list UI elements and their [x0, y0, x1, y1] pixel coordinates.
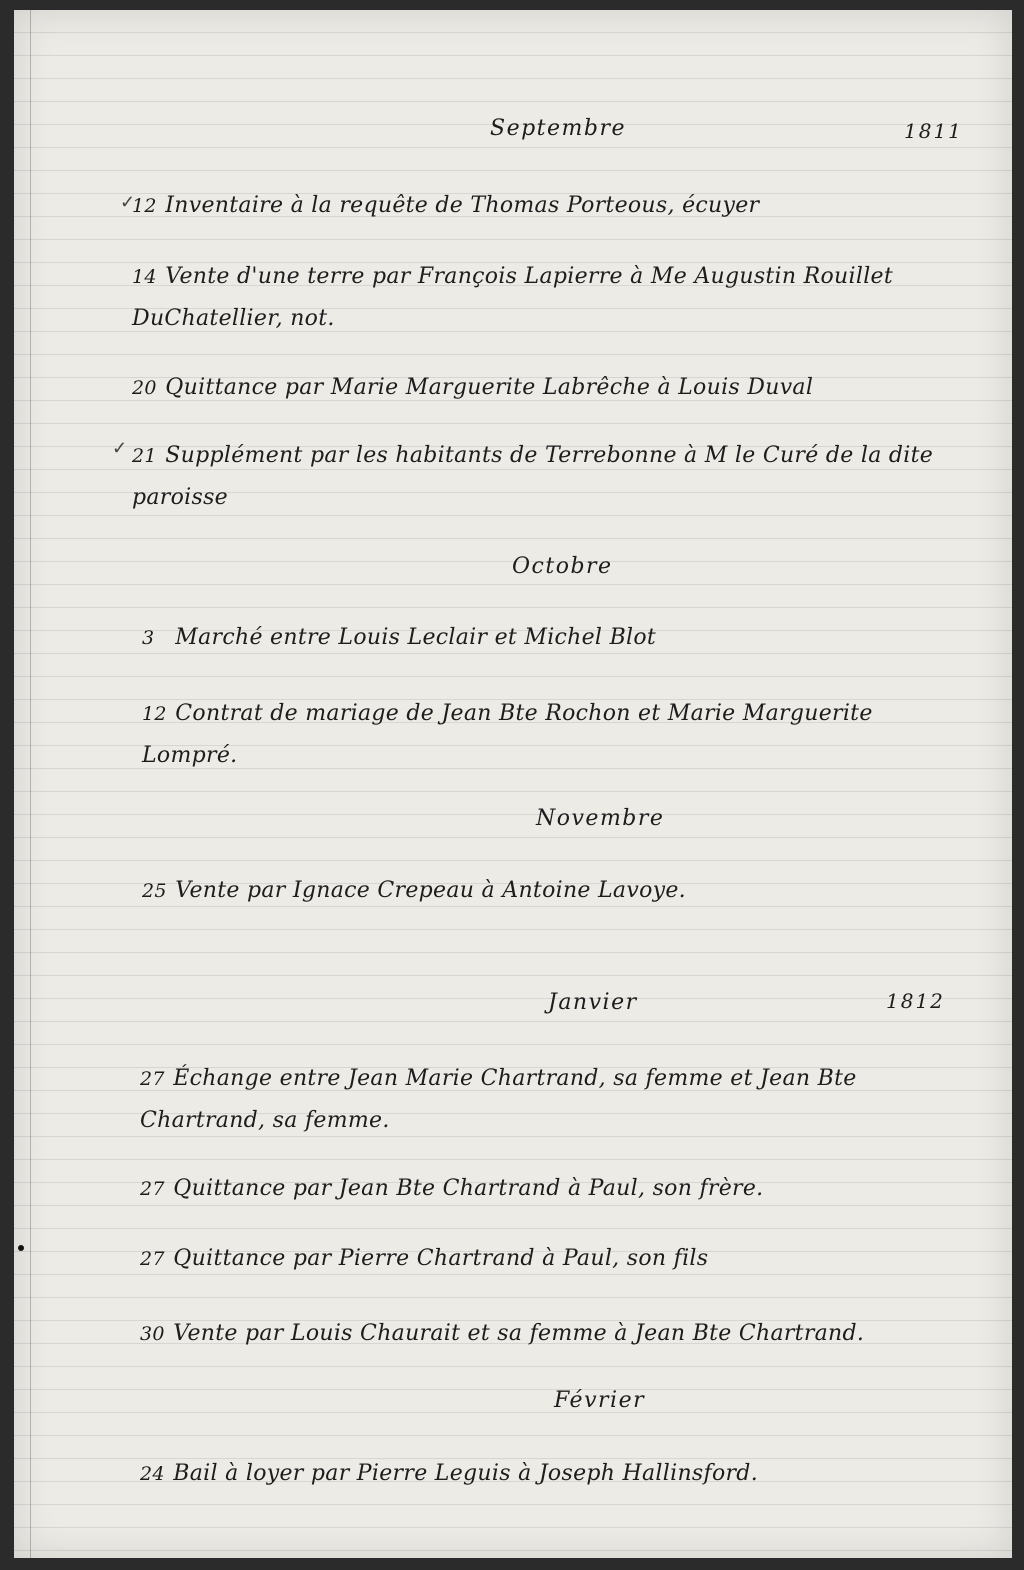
- entry-text: Vente par Louis Chaurait et sa femme à Jean Bte Chartrand.: [173, 1321, 865, 1346]
- entry-text: Bail à loyer par Pierre Leguis à Joseph Hallinsford.: [173, 1461, 758, 1486]
- entry-oct-12: [142, 693, 942, 777]
- entry-day: 20: [132, 377, 157, 399]
- entry-day: 12: [142, 703, 167, 725]
- entry-jan-27-quittance-1: [140, 1168, 763, 1210]
- entry-jan-30: [140, 1313, 864, 1355]
- entry-text: Quittance par Jean Bte Chartrand à Paul, son frère.: [173, 1176, 764, 1201]
- entry-sept-21: [132, 435, 952, 519]
- entry-sept-12: [132, 185, 759, 227]
- entry-day: 25: [142, 880, 167, 902]
- entry-jan-27-echange: [140, 1058, 970, 1142]
- entry-day: 3: [142, 627, 155, 649]
- entry-day: 12: [132, 195, 157, 217]
- month-heading-fevrier: Février: [554, 1388, 646, 1413]
- entry-text: Échange entre Jean Marie Chartrand, sa femme et Jean Bte Chartrand, sa femme.: [140, 1066, 857, 1133]
- checkmark: ✓: [120, 192, 136, 213]
- entry-day: 30: [140, 1323, 165, 1345]
- checkmark: ✓: [112, 438, 128, 459]
- entry-text: Contrat de mariage de Jean Bte Rochon et Marie Marguerite Lompré.: [142, 701, 873, 768]
- entry-sept-14: [132, 256, 922, 340]
- entry-text: Vente par Ignace Crepeau à Antoine Lavoye.: [175, 878, 686, 903]
- month-heading-janvier: Janvier: [548, 990, 638, 1015]
- month-heading-novembre: Novembre: [536, 806, 665, 831]
- entry-day: 24: [140, 1463, 165, 1485]
- month-heading-octobre: Octobre: [512, 554, 613, 579]
- entry-day: 27: [140, 1178, 165, 1200]
- entry-day: 27: [140, 1248, 165, 1270]
- year-heading-1812: 1812: [886, 989, 945, 1013]
- entry-day: 14: [132, 266, 157, 288]
- margin-rule: [30, 10, 31, 1558]
- entry-text: Quittance par Marie Marguerite Labrêche à Louis Duval: [165, 375, 814, 400]
- entry-day: 21: [132, 445, 157, 467]
- entry-sept-20: [132, 367, 813, 409]
- entry-nov-25: [142, 870, 686, 912]
- year-heading-1811: 1811: [904, 119, 963, 143]
- entry-oct-3: [142, 617, 656, 659]
- entry-text: Quittance par Pierre Chartrand à Paul, son fils: [173, 1246, 709, 1271]
- month-heading-septembre: Septembre: [490, 116, 627, 141]
- entry-text: Marché entre Louis Leclair et Michel Blot: [175, 625, 657, 650]
- entry-day: 27: [140, 1068, 165, 1090]
- entry-text: Supplément par les habitants de Terrebonne à M le Curé de la dite paroisse: [132, 443, 934, 510]
- entry-text: Inventaire à la requête de Thomas Porteous, écuyer: [165, 193, 760, 218]
- document-page: [14, 10, 1012, 1558]
- punch-hole: [18, 1245, 24, 1251]
- entry-feb-24: [140, 1453, 758, 1495]
- entry-text: Vente d'une terre par François Lapierre à Me Augustin Rouillet DuChatellier, not.: [132, 264, 893, 331]
- entry-jan-27-quittance-2: [140, 1238, 708, 1280]
